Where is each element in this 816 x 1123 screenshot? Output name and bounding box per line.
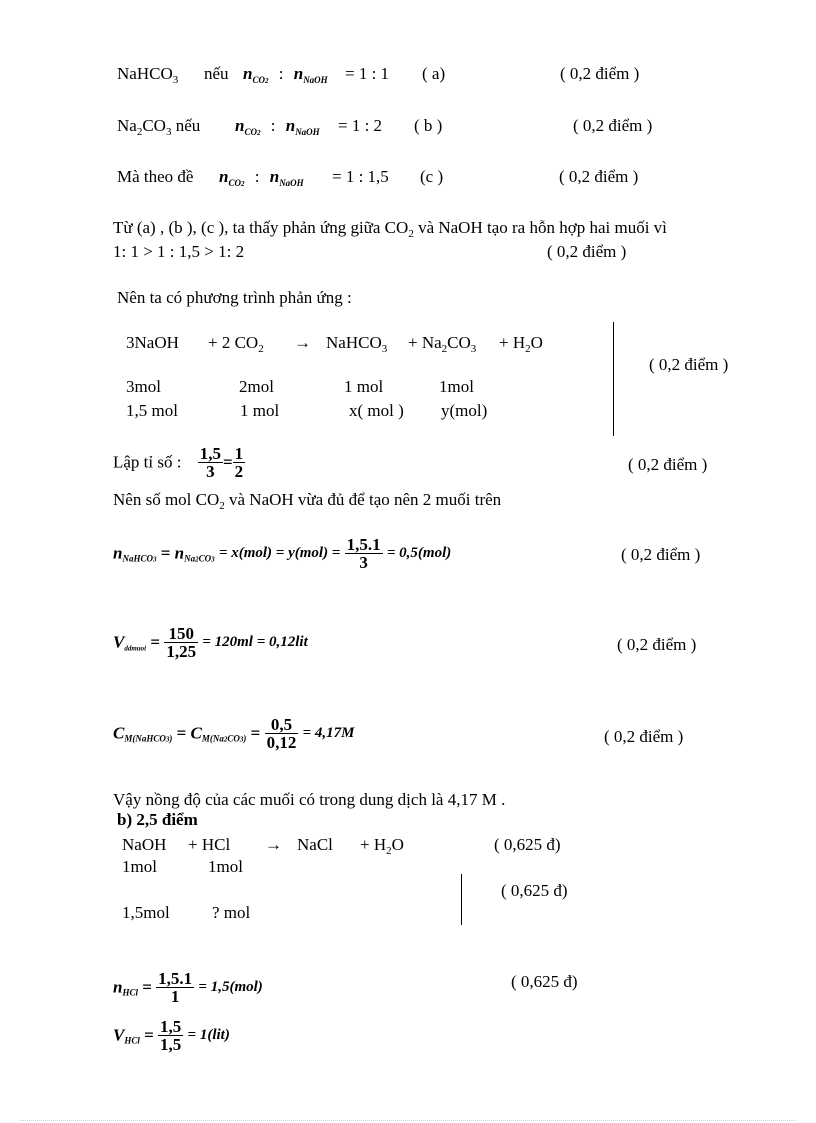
n-symbol: n xyxy=(269,167,280,186)
numerator: 0,5 xyxy=(265,716,299,734)
text: CO xyxy=(447,333,471,352)
subscript: 2 xyxy=(256,129,261,137)
reaction-1-product1 xyxy=(326,333,387,353)
part-b-title: b) 2,5 điểm xyxy=(117,810,198,829)
symbol: V xyxy=(113,632,125,652)
equals: = xyxy=(150,632,161,652)
subscript: HCl xyxy=(122,987,138,998)
ratio-word: nếu xyxy=(175,116,201,135)
ratio-tag: (c ) xyxy=(420,167,444,186)
score-label: ( 0,625 đ) xyxy=(494,835,561,854)
symbol: n xyxy=(113,977,123,997)
conclusion-line-2: 1: 1 > 1 : 1,5 > 1: 2 xyxy=(113,242,245,261)
subscript: M(Na xyxy=(201,733,224,744)
subscript: 2 xyxy=(441,343,448,355)
colon: : xyxy=(278,64,284,83)
numerator: 1 xyxy=(234,444,244,463)
equals: = xyxy=(222,452,233,472)
n-symbol: n xyxy=(219,167,229,186)
denominator: 3 xyxy=(359,553,368,572)
score-label: ( 0,2 điểm ) xyxy=(547,242,627,261)
fraction xyxy=(233,445,246,480)
ratio-prefix: Mà theo đề xyxy=(117,167,194,186)
ratio-line-a xyxy=(117,64,178,84)
page-bottom-border xyxy=(20,1120,796,1121)
reaction-2-plus: + HCl xyxy=(188,835,231,854)
text: O xyxy=(530,333,543,352)
score-label: ( 0,2 điểm ) xyxy=(559,167,639,186)
ratio-eq: = 1 : 1,5 xyxy=(332,167,389,186)
reaction-intro: Nên ta có phương trình phản ứng : xyxy=(117,288,352,307)
numerator: 1,5.1 xyxy=(158,969,193,988)
mol-cell: 1mol xyxy=(439,377,474,396)
symbol: V xyxy=(113,1025,125,1045)
result: = 0,5(mol) xyxy=(386,545,452,561)
text: và NaOH vừa đủ để tạo nên 2 muối trên xyxy=(224,490,502,509)
ratio-formula-a xyxy=(243,64,328,91)
arrow-icon: → xyxy=(265,835,282,854)
equals: = xyxy=(160,543,171,563)
ratio-formula-c xyxy=(219,167,304,194)
reaction-2-reactant: NaOH xyxy=(122,835,167,854)
fraction xyxy=(265,716,299,751)
divider xyxy=(613,322,614,436)
equals: = xyxy=(144,1025,154,1045)
salt-name: NaHCO xyxy=(117,64,173,83)
score-label: ( 0,2 điểm ) xyxy=(604,727,684,746)
n-symbol: n xyxy=(293,64,304,83)
numerator: 1,5.1 xyxy=(346,535,381,554)
text: Từ (a) , (b ), (c ), ta thấy phản ứng giữa CO xyxy=(113,218,409,237)
denominator: 2 xyxy=(234,462,244,481)
denominator: 3 xyxy=(206,462,215,481)
mol-cell: 1 mol xyxy=(240,401,280,420)
ratio-eq: = 1 : 1 xyxy=(345,64,390,83)
score-label: ( 0,2 điểm ) xyxy=(628,455,708,474)
n-symbol: n xyxy=(243,64,253,83)
subscript: 3 xyxy=(239,735,244,744)
subscript: CO xyxy=(252,75,265,85)
ratio-eq: = 1 : 2 xyxy=(338,116,383,135)
subscript: 3 xyxy=(165,735,170,744)
numerator: 1,5 xyxy=(199,444,221,463)
score-label: ( 0,2 điểm ) xyxy=(621,545,701,564)
subscript: 2 xyxy=(386,845,392,857)
ratio-check xyxy=(113,445,245,480)
score-label: ( 0,625 đ) xyxy=(501,881,568,900)
numerator: 150 xyxy=(164,625,198,643)
subscript: CO xyxy=(228,178,241,188)
divider xyxy=(461,874,462,925)
denominator: 1 xyxy=(170,987,180,1006)
score-label: ( 0,2 điểm ) xyxy=(649,355,729,374)
formula-moles xyxy=(113,536,451,571)
text: Nên số mol CO xyxy=(113,490,220,509)
symbol: n xyxy=(174,543,185,563)
subscript: NaOH xyxy=(303,75,328,85)
subscript: 3 xyxy=(381,343,388,355)
equals: = xyxy=(250,723,261,743)
equals: = xyxy=(142,977,152,997)
conclusion-line-1 xyxy=(113,218,667,238)
subscript: CO xyxy=(244,127,257,137)
subscript: NaHCO xyxy=(122,553,153,564)
subscript: M(NaHCO xyxy=(124,733,166,744)
subscript: 2 xyxy=(240,180,245,188)
result: = 4,17M xyxy=(302,725,355,741)
fraction xyxy=(158,1018,183,1053)
symbol: C xyxy=(190,723,202,743)
text: + H xyxy=(499,333,526,352)
reaction-1-product3 xyxy=(499,333,543,353)
symbol: C xyxy=(113,723,125,743)
salt-name: Na xyxy=(117,116,137,135)
mol-cell: 1mol xyxy=(122,857,157,876)
subscript: 2 xyxy=(219,500,225,512)
mol-cell: ? mol xyxy=(212,903,251,922)
subscript: 3 xyxy=(152,555,157,564)
denominator: 1,5 xyxy=(160,1035,182,1054)
subscript: NaOH xyxy=(279,178,304,188)
reaction-1-product2 xyxy=(408,333,476,353)
arrow-icon: → xyxy=(294,333,311,352)
colon: : xyxy=(254,167,260,186)
subscript: 3 xyxy=(165,126,172,138)
mol-cell: 1mol xyxy=(208,857,243,876)
subscript: Na xyxy=(184,553,196,564)
subscript: 3 xyxy=(470,343,477,355)
subscript: 2 xyxy=(258,343,264,355)
subscript: 2 xyxy=(408,228,414,240)
mol-cell: 1,5mol xyxy=(122,903,170,922)
subscript: NaOH xyxy=(295,127,320,137)
subscript: CO xyxy=(227,733,240,744)
mol-cell: y(mol) xyxy=(441,401,488,420)
score-label: ( 0,2 điểm ) xyxy=(573,116,653,135)
subscript: CO xyxy=(198,553,212,564)
reaction-1-plus xyxy=(208,333,264,353)
subscript: ) xyxy=(243,733,247,744)
score-label: ( 0,2 điểm ) xyxy=(560,64,640,83)
reaction-2-product2 xyxy=(360,835,404,855)
text: + Na xyxy=(408,333,442,352)
subscript: 2 xyxy=(136,126,143,138)
subscript: 2 xyxy=(525,343,531,355)
text: O xyxy=(391,835,404,854)
subscript: 2 xyxy=(223,735,228,744)
subscript: 2 xyxy=(195,555,199,564)
text: và NaOH tạo ra hỗn hợp hai muối vì xyxy=(413,218,667,237)
numerator: 1,5 xyxy=(160,1017,182,1036)
ratio-word: nếu xyxy=(204,64,229,83)
text: NaHCO xyxy=(326,333,382,352)
colon: : xyxy=(270,116,276,135)
subscript: 2 xyxy=(264,77,269,85)
label: Lập tỉ số : xyxy=(113,452,182,472)
denominator: 1,25 xyxy=(166,642,197,661)
subscript: HCl xyxy=(124,1035,140,1046)
fraction xyxy=(345,536,383,571)
subscript: ddmuoi xyxy=(124,644,147,653)
reaction-2-product1: NaCl xyxy=(297,835,333,854)
formula-concentration xyxy=(113,716,354,751)
n-symbol: n xyxy=(235,116,245,135)
result: = 1(lit) xyxy=(187,1027,230,1043)
ratio-line-b xyxy=(117,116,200,136)
equals: = xyxy=(176,723,187,743)
mol-cell: 1 mol xyxy=(344,377,384,396)
mol-cell: 2mol xyxy=(239,377,274,396)
ratio-tag: ( a) xyxy=(422,64,446,83)
result: = 120ml = 0,12lit xyxy=(202,634,308,650)
fraction xyxy=(156,970,194,1005)
denominator: 0,12 xyxy=(266,733,297,752)
subscript: ) xyxy=(169,733,173,744)
text: + H xyxy=(360,835,387,854)
score-label: ( 0,625 đ) xyxy=(511,972,578,991)
formula-volume xyxy=(113,625,308,660)
expression: = x(mol) = y(mol) = xyxy=(218,545,341,561)
mol-cell: 1,5 mol xyxy=(126,401,178,420)
ratio-tag: ( b ) xyxy=(414,116,443,135)
fraction xyxy=(198,445,223,480)
n-symbol: n xyxy=(285,116,296,135)
symbol: n xyxy=(113,543,123,563)
subscript: 3 xyxy=(172,74,179,86)
reaction-1-reactant: 3NaOH xyxy=(126,333,179,352)
formula-hcl-moles xyxy=(113,970,263,1005)
mol-cell: x( mol ) xyxy=(349,401,404,420)
result: = 1,5(mol) xyxy=(198,979,263,995)
salt-name: CO xyxy=(142,116,166,135)
mol-cell: 3mol xyxy=(126,377,161,396)
formula-hcl-volume xyxy=(113,1018,230,1053)
summary-text: Vậy nồng độ của các muối có trong dung dịch là 4,17 M . xyxy=(113,790,506,809)
fraction xyxy=(164,625,198,660)
ratio-formula-b xyxy=(235,116,320,143)
subscript: 3 xyxy=(211,555,215,564)
score-label: ( 0,2 điểm ) xyxy=(617,635,697,654)
enough-text xyxy=(113,490,501,510)
text: + 2 CO xyxy=(208,333,259,352)
